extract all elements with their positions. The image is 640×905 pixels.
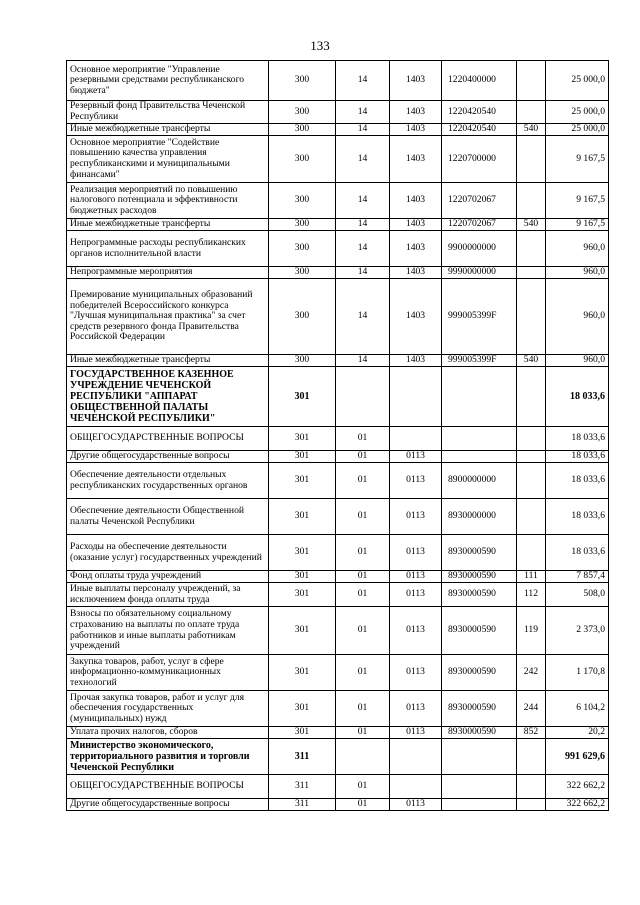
cell-subsection: 1403 (390, 231, 442, 267)
cell-name: Закупка товаров, работ, услуг в сфере информационно-коммуникационных технологий (67, 655, 269, 691)
budget-table (66, 60, 609, 811)
table-row (67, 279, 609, 355)
cell-name: Основное мероприятие "Управление резервными средствами республиканского бюджета" (67, 61, 269, 101)
page-number: 133 (310, 38, 330, 53)
table-row (67, 61, 609, 101)
cell-amount: 9 167,5 (546, 183, 609, 219)
cell-grbs: 301 (269, 607, 336, 655)
cell-grbs: 301 (269, 583, 336, 607)
cell-grbs: 300 (269, 124, 336, 136)
cell-expense-type: 242 (517, 655, 546, 691)
cell-subsection: 0113 (390, 727, 442, 739)
table-row (67, 219, 609, 231)
cell-subsection: 0113 (390, 691, 442, 727)
cell-subsection: 1403 (390, 355, 442, 367)
cell-section: 14 (336, 267, 390, 279)
table-row (67, 267, 609, 279)
cell-amount: 9 167,5 (546, 136, 609, 183)
cell-subsection (390, 775, 442, 799)
cell-subsection: 1403 (390, 279, 442, 355)
cell-grbs: 311 (269, 739, 336, 775)
cell-section: 01 (336, 427, 390, 451)
cell-grbs: 300 (269, 279, 336, 355)
cell-section: 14 (336, 61, 390, 101)
cell-subsection: 1403 (390, 267, 442, 279)
cell-expense-type (517, 799, 546, 811)
cell-section: 01 (336, 607, 390, 655)
cell-target-item: 1220420540 (442, 101, 517, 124)
cell-name: Обеспечение деятельности Общественной палаты Чеченской Республики (67, 499, 269, 535)
cell-target-item: 8930000590 (442, 607, 517, 655)
cell-expense-type (517, 535, 546, 571)
table-row (67, 183, 609, 219)
cell-grbs: 301 (269, 427, 336, 451)
table-row (67, 571, 609, 583)
cell-subsection: 0113 (390, 535, 442, 571)
cell-target-item (442, 451, 517, 463)
cell-target-item (442, 367, 517, 427)
cell-expense-type (517, 231, 546, 267)
cell-subsection: 0113 (390, 463, 442, 499)
table-row (67, 499, 609, 535)
cell-grbs: 300 (269, 183, 336, 219)
cell-section (336, 739, 390, 775)
cell-amount: 508,0 (546, 583, 609, 607)
cell-name: Уплата прочих налогов, сборов (67, 727, 269, 739)
cell-expense-type (517, 367, 546, 427)
cell-grbs: 300 (269, 61, 336, 101)
cell-amount: 991 629,6 (546, 739, 609, 775)
cell-section: 01 (336, 583, 390, 607)
table-row (67, 231, 609, 267)
cell-section: 14 (336, 136, 390, 183)
cell-expense-type (517, 463, 546, 499)
cell-section: 14 (336, 279, 390, 355)
cell-name: Иные межбюджетные трансферты (67, 124, 269, 136)
cell-section: 01 (336, 463, 390, 499)
table-row (67, 727, 609, 739)
cell-amount: 322 662,2 (546, 775, 609, 799)
cell-target-item: 8930000590 (442, 691, 517, 727)
cell-grbs: 300 (269, 355, 336, 367)
cell-grbs: 301 (269, 367, 336, 427)
cell-amount: 7 857,4 (546, 571, 609, 583)
cell-grbs: 311 (269, 799, 336, 811)
table-row (67, 427, 609, 451)
cell-grbs: 301 (269, 691, 336, 727)
cell-target-item (442, 427, 517, 451)
cell-expense-type (517, 775, 546, 799)
cell-subsection: 1403 (390, 219, 442, 231)
table-row (67, 775, 609, 799)
cell-target-item: 1220420540 (442, 124, 517, 136)
cell-subsection: 0113 (390, 655, 442, 691)
table-row (67, 124, 609, 136)
cell-amount: 18 033,6 (546, 451, 609, 463)
cell-name: Взносы по обязательному социальному страхованию на выплаты по оплате труда работников и иные выплаты работникам учреждений (67, 607, 269, 655)
cell-target-item: 9990000000 (442, 267, 517, 279)
cell-grbs: 301 (269, 727, 336, 739)
cell-expense-type (517, 136, 546, 183)
cell-amount: 960,0 (546, 355, 609, 367)
cell-target-item: 8900000000 (442, 463, 517, 499)
cell-grbs: 300 (269, 231, 336, 267)
cell-target-item: 1220702067 (442, 183, 517, 219)
cell-subsection: 0113 (390, 571, 442, 583)
cell-amount: 18 033,6 (546, 463, 609, 499)
cell-expense-type (517, 739, 546, 775)
cell-subsection: 1403 (390, 101, 442, 124)
cell-expense-type: 540 (517, 124, 546, 136)
cell-amount: 25 000,0 (546, 61, 609, 101)
table-row (67, 451, 609, 463)
cell-expense-type (517, 499, 546, 535)
cell-section: 01 (336, 451, 390, 463)
cell-target-item: 8930000590 (442, 535, 517, 571)
cell-target-item: 9900000000 (442, 231, 517, 267)
cell-expense-type: 244 (517, 691, 546, 727)
cell-amount: 18 033,6 (546, 427, 609, 451)
table-row (67, 355, 609, 367)
table-row (67, 739, 609, 775)
cell-amount: 6 104,2 (546, 691, 609, 727)
cell-target-item: 8930000590 (442, 655, 517, 691)
cell-amount: 25 000,0 (546, 101, 609, 124)
table-row (67, 691, 609, 727)
cell-grbs: 300 (269, 136, 336, 183)
cell-name: Премирование муниципальных образований победителей Всероссийского конкурса "Лучшая муниципальная практика" за счет средств резервного фонда Правительства Российской Федерации (67, 279, 269, 355)
cell-section (336, 367, 390, 427)
table-row (67, 607, 609, 655)
cell-name: Резервный фонд Правительства Чеченской Республики (67, 101, 269, 124)
cell-subsection: 1403 (390, 61, 442, 101)
cell-section: 01 (336, 535, 390, 571)
table-row (67, 535, 609, 571)
cell-amount: 1 170,8 (546, 655, 609, 691)
cell-name: Непрограммные расходы республиканских органов исполнительной власти (67, 231, 269, 267)
cell-amount: 960,0 (546, 267, 609, 279)
cell-section: 01 (336, 727, 390, 739)
cell-subsection: 1403 (390, 183, 442, 219)
cell-name: Другие общегосударственные вопросы (67, 799, 269, 811)
cell-name: Иные межбюджетные трансферты (67, 355, 269, 367)
cell-amount: 20,2 (546, 727, 609, 739)
cell-subsection (390, 739, 442, 775)
cell-subsection: 0113 (390, 499, 442, 535)
table-row (67, 463, 609, 499)
cell-section: 14 (336, 183, 390, 219)
cell-amount: 960,0 (546, 231, 609, 267)
cell-target-item: 8930000000 (442, 499, 517, 535)
cell-target-item (442, 775, 517, 799)
cell-target-item: 1220700000 (442, 136, 517, 183)
cell-grbs: 311 (269, 775, 336, 799)
table-row (67, 101, 609, 124)
cell-expense-type (517, 61, 546, 101)
cell-target-item: 999005399F (442, 279, 517, 355)
cell-subsection (390, 367, 442, 427)
table-row (67, 655, 609, 691)
cell-section: 14 (336, 101, 390, 124)
cell-section: 01 (336, 571, 390, 583)
cell-grbs: 300 (269, 267, 336, 279)
cell-name: Иные межбюджетные трансферты (67, 219, 269, 231)
cell-name: Реализация мероприятий по повышению налогового потенциала и эффективности бюджетных расходов (67, 183, 269, 219)
cell-expense-type: 852 (517, 727, 546, 739)
cell-subsection: 1403 (390, 124, 442, 136)
cell-target-item: 8930000590 (442, 571, 517, 583)
cell-name: Прочая закупка товаров, работ и услуг для обеспечения государственных (муниципальных) нужд (67, 691, 269, 727)
cell-target-item: 1220400000 (442, 61, 517, 101)
cell-amount: 18 033,6 (546, 535, 609, 571)
cell-section: 01 (336, 499, 390, 535)
cell-expense-type: 111 (517, 571, 546, 583)
cell-subsection (390, 427, 442, 451)
cell-target-item: 8930000590 (442, 583, 517, 607)
cell-grbs: 301 (269, 499, 336, 535)
cell-section: 01 (336, 691, 390, 727)
cell-grbs: 301 (269, 535, 336, 571)
cell-expense-type (517, 279, 546, 355)
cell-name: ГОСУДАРСТВЕННОЕ КАЗЕННОЕ УЧРЕЖДЕНИЕ ЧЕЧЕНСКОЙ РЕСПУБЛИКИ "АППАРАТ ОБЩЕСТВЕННОЙ ПАЛАТЫ ЧЕЧЕНСКОЙ РЕСПУБЛИКИ" (67, 367, 269, 427)
cell-amount: 9 167,5 (546, 219, 609, 231)
cell-name: Обеспечение деятельности отдельных республиканских государственных органов (67, 463, 269, 499)
cell-name: ОБЩЕГОСУДАРСТВЕННЫЕ ВОПРОСЫ (67, 775, 269, 799)
cell-target-item: 999005399F (442, 355, 517, 367)
cell-subsection: 0113 (390, 583, 442, 607)
cell-expense-type (517, 451, 546, 463)
cell-name: Министерство экономического, территориального развития и торговли Чеченской Республики (67, 739, 269, 775)
cell-expense-type: 112 (517, 583, 546, 607)
cell-expense-type (517, 183, 546, 219)
cell-target-item (442, 799, 517, 811)
cell-expense-type (517, 101, 546, 124)
cell-section: 14 (336, 231, 390, 267)
cell-name: Иные выплаты персоналу учреждений, за исключением фонда оплаты труда (67, 583, 269, 607)
cell-name: Фонд оплаты труда учреждений (67, 571, 269, 583)
table-body (67, 61, 609, 811)
cell-expense-type (517, 267, 546, 279)
cell-subsection: 1403 (390, 136, 442, 183)
table-row (67, 367, 609, 427)
cell-amount: 18 033,6 (546, 367, 609, 427)
cell-grbs: 300 (269, 219, 336, 231)
cell-subsection: 0113 (390, 607, 442, 655)
cell-amount: 18 033,6 (546, 499, 609, 535)
cell-name: Основное мероприятие "Содействие повышению качества управления республиканскими и муниципальными финансами" (67, 136, 269, 183)
cell-section: 01 (336, 799, 390, 811)
cell-section: 01 (336, 655, 390, 691)
cell-amount: 25 000,0 (546, 124, 609, 136)
cell-amount: 322 662,2 (546, 799, 609, 811)
cell-expense-type (517, 427, 546, 451)
cell-name: Расходы на обеспечение деятельности (оказание услуг) государственных учреждений (67, 535, 269, 571)
table-row (67, 583, 609, 607)
cell-expense-type: 540 (517, 219, 546, 231)
cell-target-item: 1220702067 (442, 219, 517, 231)
table-row (67, 799, 609, 811)
cell-section: 14 (336, 355, 390, 367)
cell-section: 14 (336, 219, 390, 231)
cell-grbs: 300 (269, 101, 336, 124)
cell-target-item: 8930000590 (442, 727, 517, 739)
cell-grbs: 301 (269, 655, 336, 691)
cell-amount: 960,0 (546, 279, 609, 355)
cell-subsection: 0113 (390, 451, 442, 463)
cell-grbs: 301 (269, 463, 336, 499)
cell-section: 01 (336, 775, 390, 799)
cell-target-item (442, 739, 517, 775)
table-row (67, 136, 609, 183)
cell-subsection: 0113 (390, 799, 442, 811)
cell-amount: 2 373,0 (546, 607, 609, 655)
cell-expense-type: 119 (517, 607, 546, 655)
cell-grbs: 301 (269, 571, 336, 583)
cell-expense-type: 540 (517, 355, 546, 367)
cell-section: 14 (336, 124, 390, 136)
cell-name: Другие общегосударственные вопросы (67, 451, 269, 463)
cell-name: Непрограммные мероприятия (67, 267, 269, 279)
cell-name: ОБЩЕГОСУДАРСТВЕННЫЕ ВОПРОСЫ (67, 427, 269, 451)
cell-grbs: 301 (269, 451, 336, 463)
